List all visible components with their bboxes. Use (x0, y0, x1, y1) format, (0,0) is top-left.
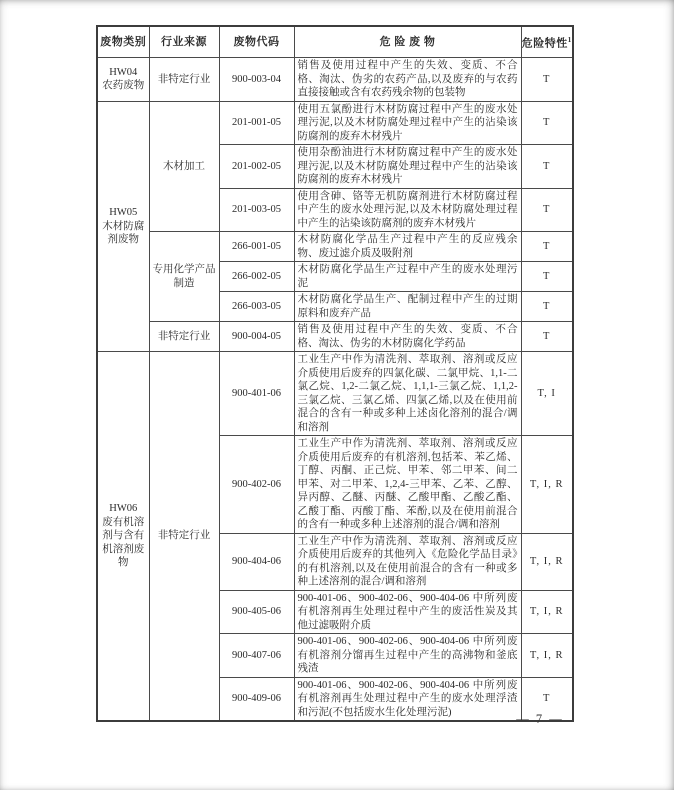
waste-code-cell: 201-002-05 (219, 145, 294, 189)
category-name: 木材防腐剂废物 (102, 220, 145, 246)
hazard-property-cell: T (521, 58, 573, 102)
waste-code-cell: 900-409-06 (219, 677, 294, 721)
category-cell (97, 58, 149, 102)
waste-description-cell: 木材防腐化学品生产过程中产生的废水处理污泥 (294, 262, 521, 292)
waste-code-cell: 201-001-05 (219, 101, 294, 145)
category-name: 农药废物 (102, 80, 145, 92)
waste-code-cell: 900-405-06 (219, 590, 294, 634)
table-row (97, 58, 573, 102)
industry-cell: 木材加工 (149, 101, 219, 232)
industry-cell: 非特定行业 (149, 58, 219, 102)
category-id: HW06 (109, 503, 138, 515)
col-header-category: 废物类别 (97, 26, 149, 58)
waste-code-cell: 266-001-05 (219, 232, 294, 262)
hazard-property-cell: T, I, R (521, 634, 573, 678)
category-id: HW05 (109, 207, 138, 219)
category-cell (97, 352, 149, 722)
table-row (97, 232, 573, 262)
waste-description-cell: 销售及使用过程中产生的失效、变质、不合格、淘汰、伪劣的农药产品,以及废弃的与农药直接接触或含有农药残余物的包装物 (294, 58, 521, 102)
hazard-property-cell: T (521, 677, 573, 721)
industry-cell: 专用化学产品制造 (149, 232, 219, 322)
industry-cell: 非特定行业 (149, 322, 219, 352)
table-row (97, 322, 573, 352)
hazard-property-cell: T (521, 292, 573, 322)
page-number: — 7 — (516, 712, 564, 726)
waste-description-cell: 销售及使用过程中产生的失效、变质、不合格、淘汰、伪劣的木材防腐化学药品 (294, 322, 521, 352)
waste-description-cell: 900-401-06、900-402-06、900-404-06 中所列废有机溶剂再生处理过程中产生的废活性炭及其他过滤吸附介质 (294, 590, 521, 634)
waste-description-cell: 使用杂酚油进行木材防腐过程中产生的废水处理污泥,以及木材防腐处理过程中产生的沾染该防腐剂的废弃木材残片 (294, 145, 521, 189)
category-id: HW04 (109, 66, 138, 78)
waste-description-cell: 工业生产中作为清洗剂、萃取剂、溶剂或反应介质使用后废弃的四氯化碳、二氯甲烷、1,1-二氯乙烷、1,2-二氯乙烷、1,1,1-三氯乙烷、1,1,2-三氯乙烷、三氯乙烯、四氯乙烯,以及在使用前混合的含有一种或多种上述卤化溶剂的混合/调和溶剂 (294, 352, 521, 436)
category-cell (97, 101, 149, 352)
hazard-property-cell: T, I, R (521, 590, 573, 634)
col-header-code: 废物代码 (219, 26, 294, 58)
hazard-property-cell: T, I, R (521, 533, 573, 590)
hazard-footnote-marker: 1 (567, 36, 572, 44)
hazardous-waste-table (96, 25, 574, 722)
waste-description-cell: 使用含砷、铬等无机防腐剂进行木材防腐过程中产生的废水处理污泥,以及木材防腐处理过程中产生的沾染该防腐剂的废弃木材残片 (294, 188, 521, 232)
col-header-hazard (521, 26, 573, 58)
waste-description-cell: 工业生产中作为清洗剂、萃取剂、溶剂或反应介质使用后废弃的其他列入《危险化学品目录》的有机溶剂,以及在使用前混合的含有一种或多种上述溶剂的混合/调和溶剂 (294, 533, 521, 590)
hazard-property-cell: T (521, 232, 573, 262)
col-header-industry: 行业来源 (149, 26, 219, 58)
header-row (97, 26, 573, 58)
waste-code-cell: 900-003-04 (219, 58, 294, 102)
waste-code-cell: 900-401-06 (219, 352, 294, 436)
hazard-property-cell: T, I, R (521, 436, 573, 534)
col-header-waste: 危 险 废 物 (294, 26, 521, 58)
category-name: 废有机溶剂与含有机溶剂废物 (102, 516, 145, 569)
waste-code-cell: 900-402-06 (219, 436, 294, 534)
waste-description-cell: 木材防腐化学品生产、配制过程中产生的过期原料和废弃产品 (294, 292, 521, 322)
waste-description-cell: 使用五氯酚进行木材防腐过程中产生的废水处理污泥,以及木材防腐处理过程中产生的沾染该防腐剂的废弃木材残片 (294, 101, 521, 145)
hazard-property-cell: T (521, 101, 573, 145)
waste-code-cell: 900-404-06 (219, 533, 294, 590)
table-row (97, 352, 573, 436)
col-header-hazard-label: 危险特性 (521, 37, 568, 50)
waste-code-cell: 900-004-05 (219, 322, 294, 352)
waste-description-cell: 900-401-06、900-402-06、900-404-06 中所列废有机溶剂分馏再生过程中产生的高沸物和釜底残渣 (294, 634, 521, 678)
hazard-property-cell: T (521, 188, 573, 232)
hazard-property-cell: T (521, 145, 573, 189)
industry-cell: 非特定行业 (149, 352, 219, 722)
waste-code-cell: 266-002-05 (219, 262, 294, 292)
waste-code-cell: 266-003-05 (219, 292, 294, 322)
waste-code-cell: 201-003-05 (219, 188, 294, 232)
waste-description-cell: 工业生产中作为清洗剂、萃取剂、溶剂或反应介质使用后废弃的有机溶剂,包括苯、苯乙烯、丁醇、丙酮、正己烷、甲苯、邻二甲苯、间二甲苯、对二甲苯、1,2,4-三甲苯、乙苯、乙醇、异丙醇、乙醚、丙醚、乙酸甲酯、乙酸乙酯、乙酸丁酯、丙酸丁酯、苯酚,以及在使用前混合的含有一种或多种上述溶剂的混合/调和溶剂 (294, 436, 521, 534)
waste-description-cell: 木材防腐化学品生产过程中产生的反应残余物、废过滤介质及吸附剂 (294, 232, 521, 262)
hazard-property-cell: T (521, 262, 573, 292)
waste-description-cell: 900-401-06、900-402-06、900-404-06 中所列废有机溶剂再生处理过程中产生的废水处理浮渣和污泥(不包括废水生化处理污泥) (294, 677, 521, 721)
hazard-property-cell: T, I (521, 352, 573, 436)
table-row (97, 101, 573, 145)
hazard-property-cell: T (521, 322, 573, 352)
waste-code-cell: 900-407-06 (219, 634, 294, 678)
